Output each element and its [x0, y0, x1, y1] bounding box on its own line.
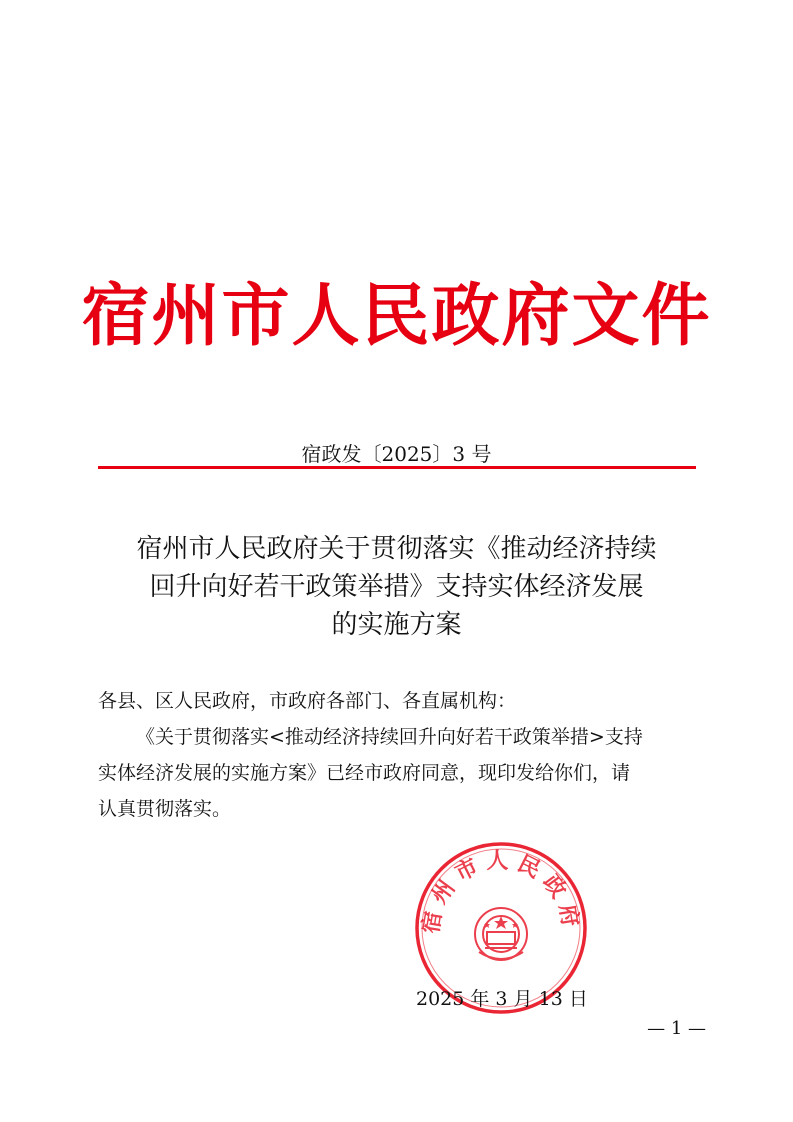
title-line: 回升向好若干政策举措》支持实体经济发展 [149, 572, 644, 602]
paragraph-line: 实体经济发展的实施方案》已经市政府同意，现印发给你们，请 [98, 762, 631, 784]
addressee: 各县、区人民政府，市政府各部门、各直属机构： [98, 690, 517, 712]
document-body [98, 683, 698, 827]
issue-date: 2025 年 3 月 13 日 [416, 988, 588, 1010]
page-number: — 1 — [647, 1018, 706, 1039]
document-title [60, 530, 733, 644]
svg-text:宿州市人民政府: 宿州市人民政府 [418, 849, 584, 936]
title-line: 宿州市人民政府关于贯彻落实《推动经济持续 [136, 534, 657, 564]
document-number: 宿政发〔2025〕3 号 [301, 442, 492, 466]
document-header-title: 宿州市人民政府文件 [81, 277, 712, 356]
national-emblem-icon [475, 908, 527, 960]
title-line: 的实施方案 [331, 610, 462, 640]
paragraph-line: 《关于贯彻落实<推动经济持续回升向好若干政策举措>支持 [136, 726, 643, 748]
paragraph-line: 认真贯彻落实。 [98, 798, 232, 820]
red-divider [98, 466, 696, 469]
